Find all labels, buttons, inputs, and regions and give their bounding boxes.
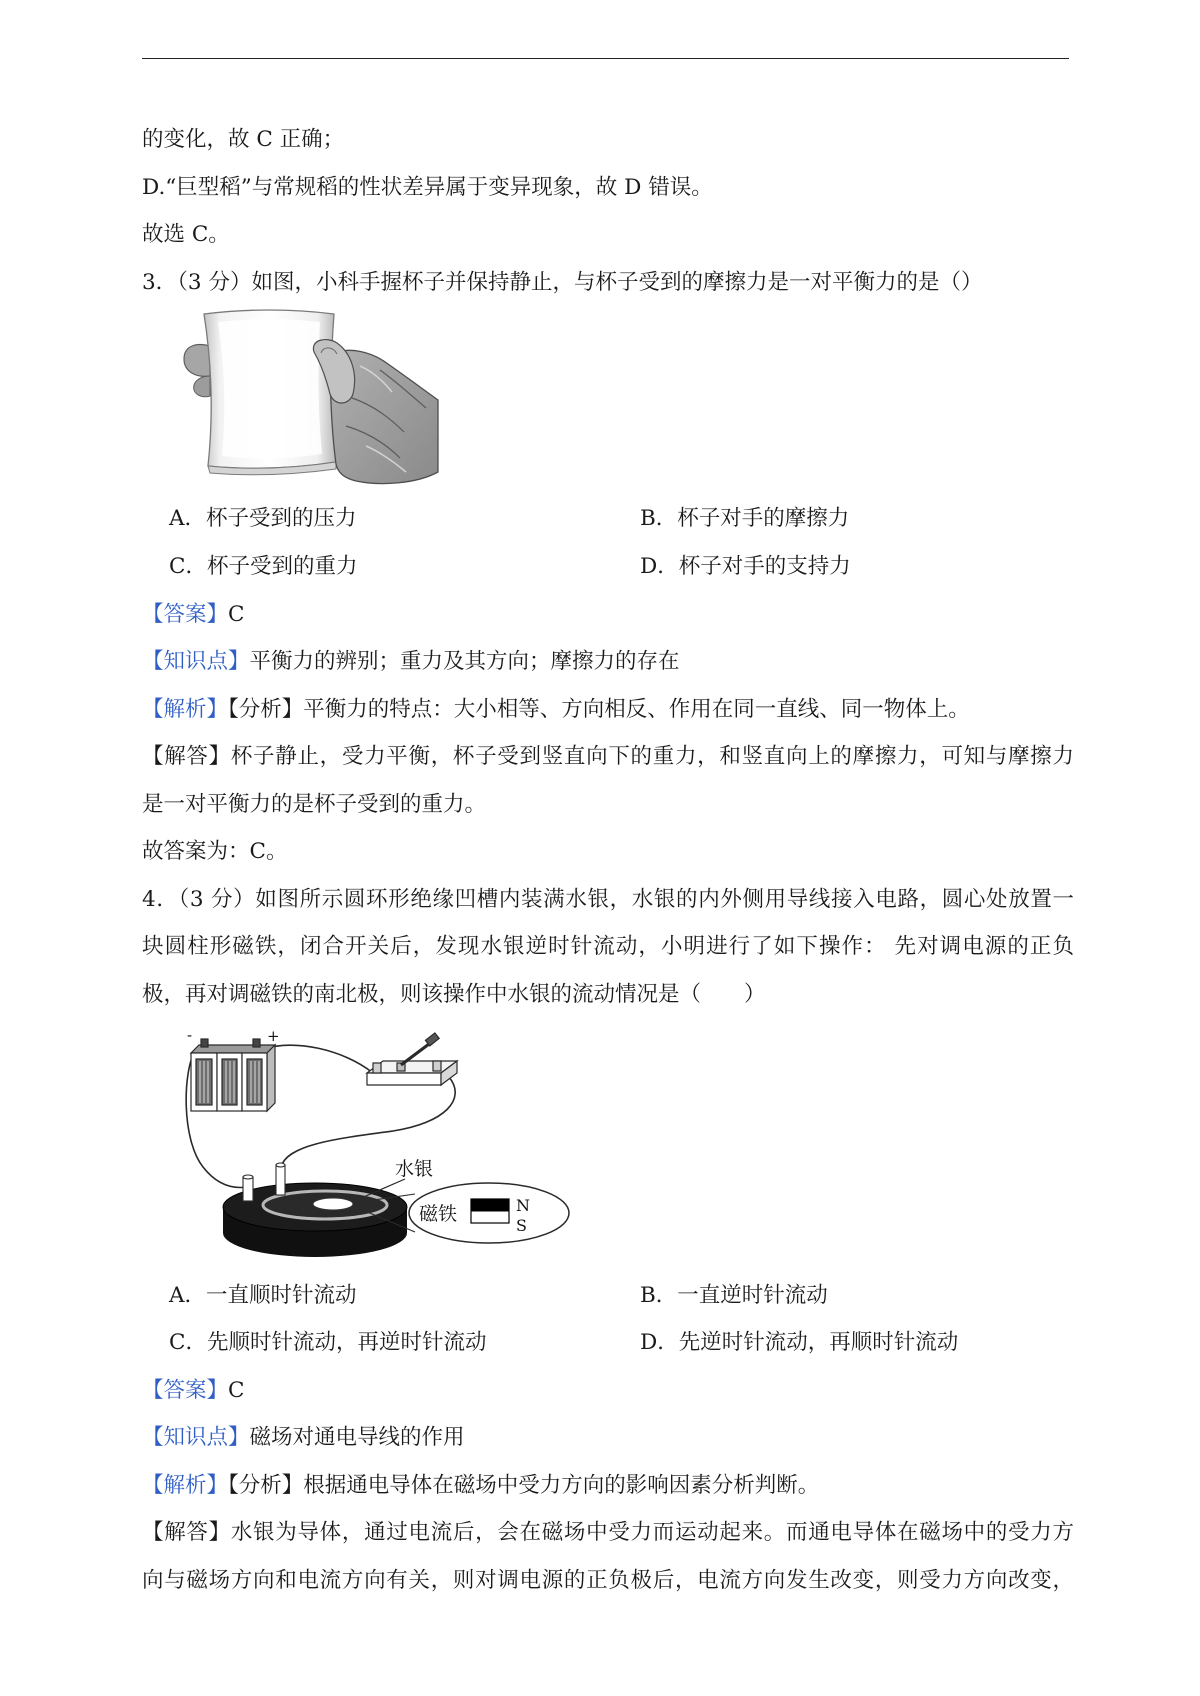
q4-answer-label: 【答案】	[142, 1378, 229, 1403]
q4-analysis-sub-label: 【分析】	[228, 1473, 304, 1498]
q3-option-b: B．杯子对手的摩擦力	[640, 506, 850, 531]
q3-option-a: A．杯子受到的压力	[169, 506, 357, 531]
q3-option-d: D．杯子对手的支持力	[640, 554, 851, 579]
q4-analysis: 根据通电导体在磁场中受力方向的影响因素分析判断。	[303, 1473, 820, 1498]
center-magnet	[313, 1198, 353, 1210]
south-pole-label: S	[516, 1216, 527, 1235]
q3-analysis-line	[142, 695, 1074, 725]
q4-analysis-label: 【解析】	[142, 1473, 229, 1498]
q3-stem: 3．（3 分）如图，小科手握杯子并保持静止，与杯子受到的摩擦力是一对平衡力的是（）	[142, 270, 983, 295]
q4-solution-line-2: 向与磁场方向和电流方向有关，则对调电源的正负极后，电流方向发生改变，则受力方向改变，	[142, 1568, 1074, 1593]
header-rule	[142, 58, 1069, 59]
wire-battery-to-switch	[265, 1045, 373, 1073]
q4-stem-line-2: 块圆柱形磁铁，闭合开关后，发现水银逆时针流动，小明进行了如下操作： 先对调电源的正负	[142, 934, 1074, 959]
knife-switch	[367, 1033, 457, 1085]
battery-positive-label: +	[267, 1027, 280, 1045]
q4-stem-line-3: 极，再对调磁铁的南北极，则该操作中水银的流动情况是（ ）	[142, 982, 766, 1007]
carryover-line-1: 的变化，故 C 正确；	[142, 127, 345, 152]
q3-knowledge: 平衡力的辨别；重力及其方向；摩擦力的存在	[249, 649, 680, 674]
wire-switch-to-ring	[281, 1077, 455, 1167]
cup	[204, 310, 336, 475]
q3-solution-label: 【解答】	[142, 744, 231, 769]
q3-answer: C	[228, 602, 245, 627]
q4-answer: C	[228, 1378, 245, 1403]
q4-option-a: A．一直顺时针流动	[169, 1283, 357, 1308]
q3-knowledge-line	[142, 647, 1074, 677]
mercury-circuit-figure	[183, 1027, 575, 1265]
q3-conclusion: 故答案为：C。	[142, 839, 288, 864]
battery-negative-label: -	[187, 1027, 193, 1044]
q4-option-b: B．一直逆时针流动	[640, 1283, 828, 1308]
hand-holding-cup-figure	[180, 306, 440, 490]
q4-solution-line-1	[142, 1518, 1074, 1548]
q3-knowledge-label: 【知识点】	[142, 649, 250, 674]
q3-solution-line-2: 是一对平衡力的是杯子受到的重力。	[142, 792, 487, 817]
q4-solution-label: 【解答】	[142, 1520, 231, 1545]
q4-option-c: C．先顺时针流动，再逆时针流动	[169, 1330, 487, 1355]
q4-knowledge-label: 【知识点】	[142, 1425, 250, 1450]
battery-pack	[191, 1039, 275, 1111]
magnet-label: 磁铁	[419, 1203, 458, 1225]
carryover-line-2: D.“巨型稻”与常规稻的性状差异属于变异现象，故 D 错误。	[142, 175, 713, 200]
q4-solution-text-1: 水银为导体，通过电流后，会在磁场中受力而运动起来。而通电导体在磁场中的受力方	[230, 1520, 1074, 1545]
q3-answer-line	[142, 600, 1074, 630]
q3-analysis-label: 【解析】	[142, 697, 229, 722]
q4-analysis-line	[142, 1471, 1074, 1501]
q4-knowledge-line	[142, 1423, 1074, 1453]
q3-answer-label: 【答案】	[142, 602, 229, 627]
q4-answer-line	[142, 1376, 1074, 1406]
q4-stem-line-1: 4．（3 分）如图所示圆环形绝缘凹槽内装满水银，水银的内外侧用导线接入电路，圆心处放置一	[142, 887, 1074, 912]
north-pole-label: N	[516, 1196, 530, 1215]
mercury-label: 水银	[395, 1158, 434, 1180]
q3-analysis: 平衡力的特点：大小相等、方向相反、作用在同一直线、同一物体上。	[303, 697, 970, 722]
back-fingertips	[184, 345, 210, 397]
q3-analysis-sub-label: 【分析】	[228, 697, 304, 722]
q3-option-c: C．杯子受到的重力	[169, 554, 358, 579]
q3-solution-line-1	[142, 742, 1074, 772]
q4-knowledge: 磁场对通电导线的作用	[249, 1425, 465, 1450]
carryover-line-3: 故选 C。	[142, 222, 230, 247]
q4-option-d: D．先逆时针流动，再顺时针流动	[640, 1330, 959, 1355]
q3-solution-text-1: 杯子静止，受力平衡，杯子受到竖直向下的重力，和竖直向上的摩擦力，可知与摩擦力	[230, 744, 1074, 769]
